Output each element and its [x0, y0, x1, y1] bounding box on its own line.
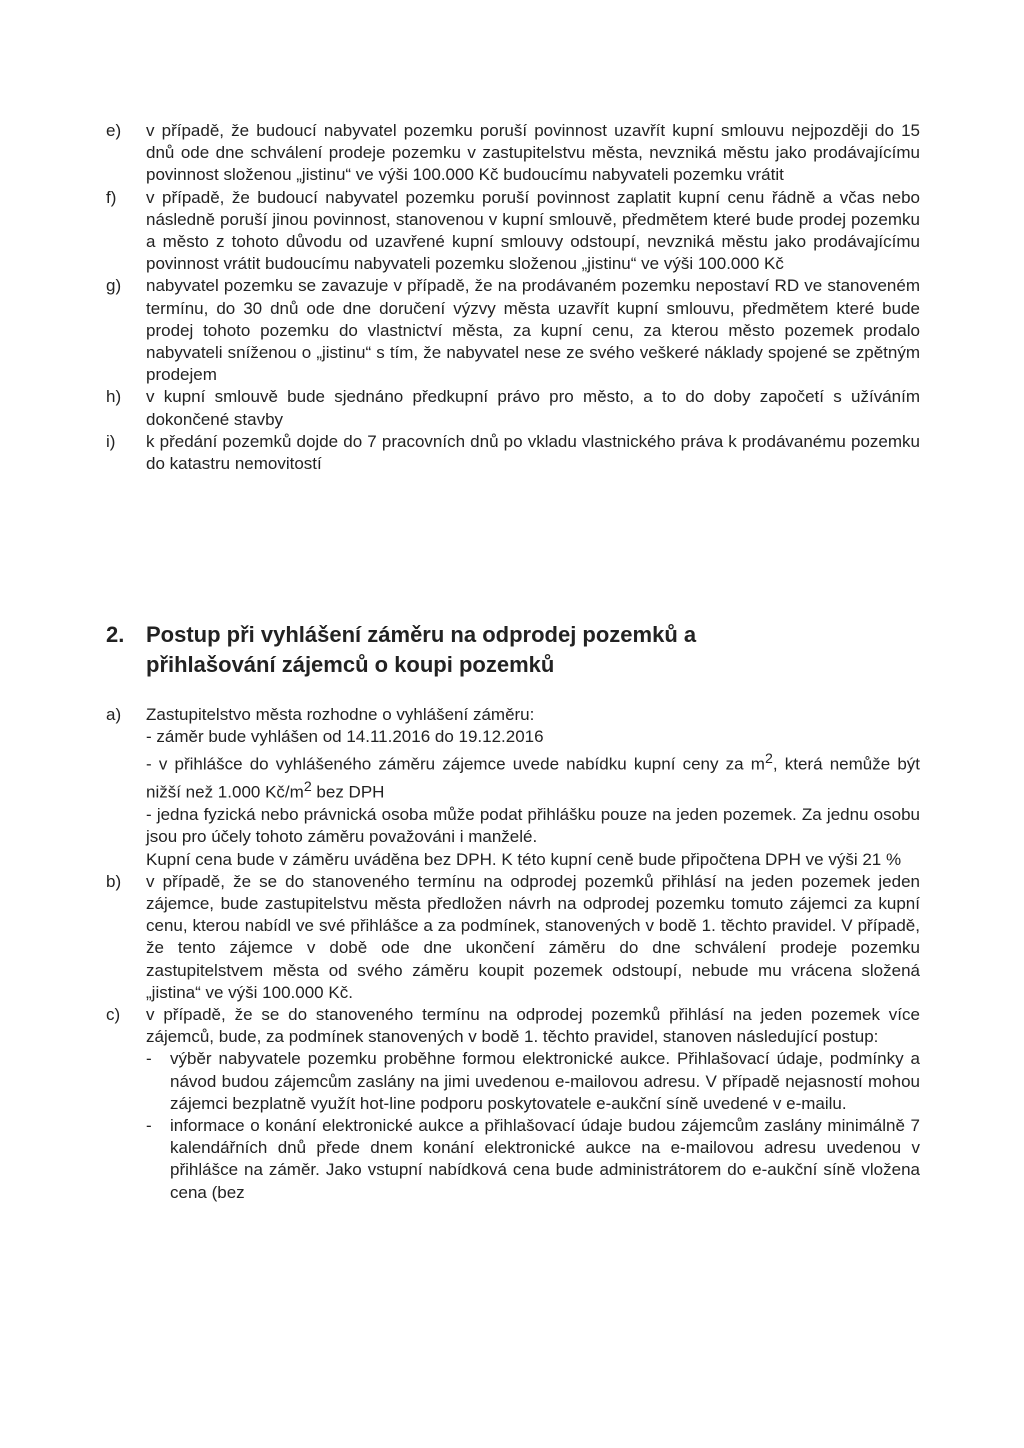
list-item-text: v případě, že budoucí nabyvatel pozemku poruší povinnost zaplatit kupní cenu řádně a včas nebo následně poruší jinou povinnost, stanovenou v kupní smlouvě, předmětem které bude prodej pozemku a město z tohoto důvodu od uzavřené kupní smlouvy odstoupí, nevzniká městu jako prodávajícímu povinnost vrátit budoucímu nabyvateli pozemku složenou „jistinu“ ve výši 100.000 Kč	[146, 187, 920, 274]
list-item-e	[0, 120, 1024, 187]
conditions-list-continued	[0, 120, 1024, 475]
list-marker: e)	[106, 121, 122, 140]
list-marker: a)	[106, 705, 122, 724]
list-item-g	[0, 275, 1024, 386]
list-marker: f)	[106, 187, 117, 207]
list-marker: h)	[106, 387, 122, 407]
dash-marker: -	[146, 1049, 152, 1069]
list-item-text: v případě, že budoucí nabyvatel pozemku poruší povinnost uzavřít kupní smlouvu nejpozději do 15 dnů ode dne schválení prodeje pozemku v zastupitelstvu města, nevzniká městu jako prodávajícímu povinnost složenou „jistinu“ ve výši 100.000 Kč budoucímu nabyvateli pozemku vrátit	[146, 121, 920, 185]
superscript: 2	[303, 779, 312, 796]
paragraph-line: Zastupitelstvo města rozhodne o vyhlášení záměru:	[146, 705, 535, 724]
list-item-text: v kupní smlouvě bude sjednáno předkupní právo pro město, a to do doby započetí s užíváním dokončené stavby	[146, 387, 920, 429]
procedure-list	[0, 704, 1024, 1204]
list-marker: c)	[106, 1004, 121, 1024]
section-number: 2.	[106, 622, 125, 647]
list-item-body	[146, 704, 920, 871]
text-fragment: , která nemůže být nižší než 1.000 Kč/m	[146, 755, 921, 802]
text-fragment: bez DPH	[311, 782, 385, 802]
list-item-f	[0, 187, 1024, 276]
list-item-text: k předání pozemků dojde do 7 pracovních dnů po vkladu vlastnického práva k prodávanému pozemku do katastru nemovitostí	[146, 431, 920, 474]
list-item-body	[146, 1004, 920, 1204]
dash-item-text: výběr nabyvatele pozemku proběhne formou elektronické aukce. Přihlašovací údaje, podmínky a návod budou zájemcům zaslány na jimi uvedenou e-mailovou adresu. V případě nejasností mohou zájemci bezplatně využít hot-line podporu poskytovatele e-aukční síně uvedené v e-mailu.	[170, 1049, 920, 1113]
list-item-c	[0, 1004, 1024, 1204]
list-item-h	[0, 386, 1024, 430]
paragraph-line: Kupní cena bude v záměru uváděna bez DPH. K této kupní ceně bude připočtena DPH ve výši 21 %	[146, 849, 902, 869]
list-item-text: nabyvatel pozemku se zavazuje v případě, že na prodávaném pozemku nepostaví RD ve stanoveném termínu, do 30 dnů ode dne doručení výzvy města uzavřít kupní smlouvu, předmětem které bude prodej tohoto pozemku do vlastnictví města, za kupní cenu, za kterou město pozemek prodalo nabyvateli sníženou o „jistinu“ s tím, že nabyvatel nese ze svého veškeré náklady spojené se zpětným prodejem	[146, 276, 920, 385]
dash-item-text: informace o konání elektronické aukce a přihlašovací údaje budou zájemcům zaslány minimálně 7 kalendářních dnů přede dnem konání elektronické aukce na e-mailovou adresu uvedenou v přihlášce na záměr. Jako vstupní nabídková cena bude administrátorem do e-aukční síně vložena cena (bez	[170, 1115, 920, 1202]
list-item-b	[0, 871, 1024, 1004]
dash-item	[146, 1115, 920, 1204]
list-marker: i)	[106, 431, 116, 451]
dash-item	[146, 1048, 920, 1115]
dash-marker: -	[146, 1115, 152, 1135]
list-item-a	[0, 704, 1024, 871]
paragraph-line: - záměr bude vyhlášen od 14.11.2016 do 19.12.2016	[146, 727, 544, 747]
list-marker: b)	[106, 871, 122, 891]
section-title-line2: přihlašování zájemců o koupi pozemků	[146, 652, 555, 677]
list-item-text: v případě, že se do stanoveného termínu na odprodej pozemků přihlásí na jeden pozemek jeden zájemce, bude zastupitelstvu města předložen návrh na odprodej pozemku tomuto zájemci za kupní cenu, kterou nabídl ve své přihlášce a za podmínek, stanovených v bodě 1. těchto pravidel. V případě, že tento zájemce v době ode dne ukončení záměru do dne schválení prodeje pozemku zastupitelstvem města od svého záměru koupit pozemek odstoupí, nebude mu vrácena složená „jistina“ ve výši 100.000 Kč.	[146, 871, 920, 1002]
list-marker: g)	[106, 276, 122, 296]
list-item-i	[0, 431, 1024, 475]
paragraph-line: v případě, že se do stanoveného termínu na odprodej pozemků přihlásí na jeden pozemek více zájemců, bude, za podmínek stanovených v bodě 1. těchto pravidel, stanoven následující postup:	[146, 1004, 920, 1047]
section-heading	[106, 620, 926, 680]
section-title-line1: Postup při vyhlášení záměru na odprodej pozemků a	[146, 622, 697, 647]
paragraph-line: - jedna fyzická nebo právnická osoba může podat přihlášku pouze na jeden pozemek. Za jednu osobu jsou pro účely tohoto záměru považováni i manželé.	[146, 805, 920, 847]
price-offer-line	[146, 748, 920, 804]
text-fragment: - v přihlášce do vyhlášeného záměru zájemce uvede nabídku kupní ceny za m	[146, 755, 765, 775]
superscript: 2	[764, 751, 773, 768]
